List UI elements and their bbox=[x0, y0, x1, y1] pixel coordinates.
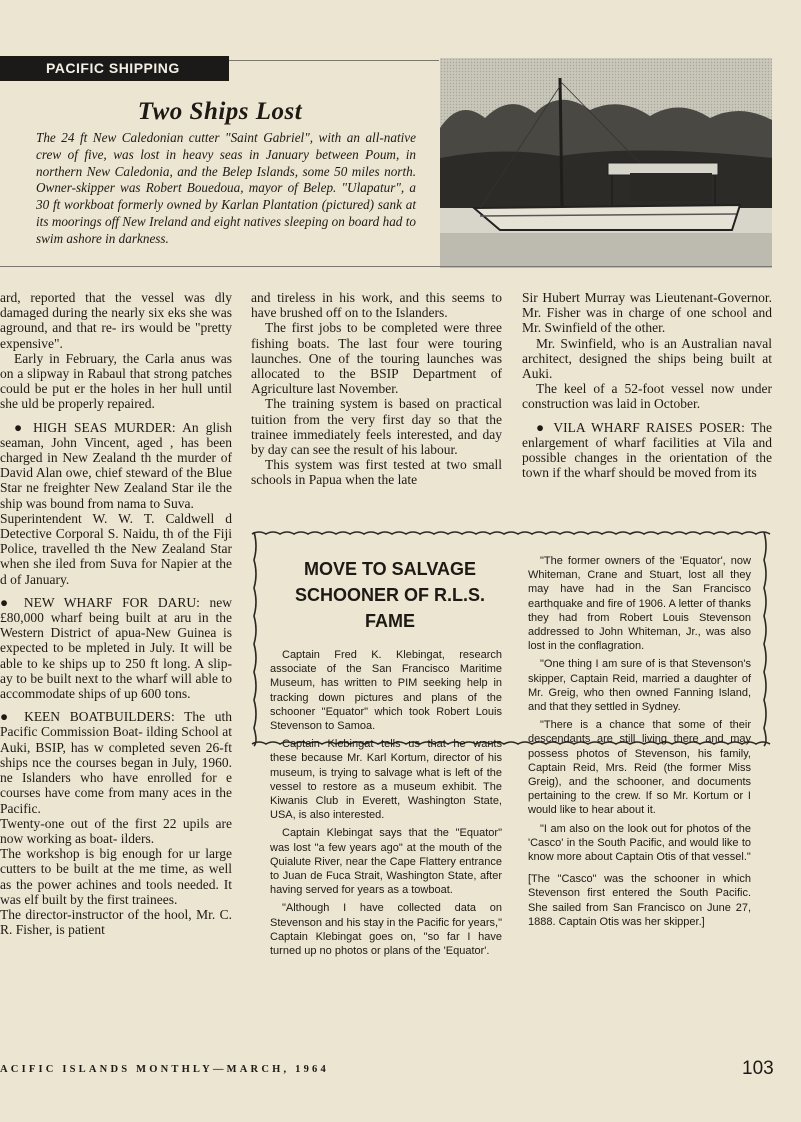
col3-paragraph: ● VILA WHARF RAISES POSER: The enlargement of wharf facilities at Vila and possible changes in the orientation of the town if the wharf should be moved from its bbox=[522, 419, 772, 481]
col3-paragraph: The keel of a 52-foot vessel now under construction was laid in October. bbox=[522, 381, 772, 412]
col1-paragraph: ● KEEN BOATBUILDERS: The uth Pacific Commission Boat- ilding School at Auki, BSIP, has w completed seven 26-ft ships nce the courses began in July, 1960. ne Islanders who have enrolled for e courses have come from many aces in the Pacific. bbox=[0, 709, 232, 816]
header-rule bbox=[229, 60, 439, 61]
col3-paragraph: Mr. Swinfield, who is an Australian naval architect, designed the ships being built at Auki. bbox=[522, 335, 772, 382]
col2-paragraph: The first jobs to be completed were three fishing boats. The last four were touring launches. One of the touring launches was allocated to the BSIP Department of Agriculture last November. bbox=[251, 320, 502, 397]
boat-photo bbox=[440, 58, 772, 268]
col2-paragraph: This system was first tested at two small schools in Papua when the late bbox=[251, 457, 502, 488]
col2-paragraph: The training system is based on practical tuition from the very first day so that the trainee immediately feels interested, and day by day can see the result of his labour. bbox=[251, 396, 502, 458]
boat-photo-image bbox=[440, 58, 772, 268]
box-border-left bbox=[254, 532, 256, 746]
column-1 bbox=[0, 290, 232, 937]
box-paragraph: Captain Klebingat says that the "Equator" was lost "a few years ago" at the mouth of the Quialute River, near the Cape Flattery entrance to Juan de Fuca Strait, Washington State, after having served for years as a towboat. bbox=[270, 827, 502, 897]
intro-rule bbox=[0, 266, 772, 267]
col2-paragraph: and tireless in his work, and this seems to have brushed off on to the Islanders. bbox=[251, 290, 502, 321]
box-border-top bbox=[252, 532, 770, 534]
col1-paragraph: ard, reported that the vessel was dly damaged during the nearly six eks she was aground, and that re- irs would be "pretty expensive". bbox=[0, 290, 232, 351]
box-paragraph: "One thing I am sure of is that Stevenson's skipper, Captain Reid, married a daughter of Mr. Greig, who then owned Fanning Island, and that they settled in Sydney. bbox=[528, 658, 751, 714]
box-paragraph: "I am also on the look out for photos of the 'Casco' in the South Pacific, and would like to know more about Captain Otis of that vessel." bbox=[528, 822, 751, 864]
col1-paragraph: ● HIGH SEAS MURDER: An glish seaman, John Vincent, aged , has been charged in New Zealand th the murder of David Alan owe, chief steward of the Blue Star ne freighter New Zealand Star ile the ship was bound from nama to Suva. bbox=[0, 419, 232, 511]
boxed-article-title: MOVE TO SALVAGE SCHOONER OF R.L.S. FAME bbox=[294, 559, 485, 631]
page-number: 103 bbox=[742, 1058, 774, 1079]
col1-paragraph: Early in February, the Carla anus was on a slipway in Rabaul that strong patches could be put er the holes in her hull until she uld be properly repaired. bbox=[0, 350, 232, 412]
col1-paragraph: ● NEW WHARF FOR DARU: new £80,000 wharf being built at aru in the Western District of apua-New Guinea is expected to be mpleted in July. It will be able to ke ships up to 250 ft long. A slip- ay to be built next to the wharf will able to accommodate ships of up 600 tons. bbox=[0, 594, 232, 702]
box-paragraph: "There is a chance that some of their descendants are still living there and may possess photos of Stevenson, his family, Captain Reid, Mrs. Reid (the former Miss Greig), and the schooner, and documents pertaining to the crew. If so Mr. Kortum or I would like to hear about it. bbox=[528, 719, 751, 817]
box-paragraph: Captain Klebingat tells us that he wants these because Mr. Karl Kortum, director of his museum, is trying to salvage what is left of the vessel to restore as a museum exhibit. The Kiwanis Club in Everett, Washington State, USA, is also interested. bbox=[270, 738, 502, 822]
col1-paragraph: The director-instructor of the hool, Mr. C. R. Fisher, is patient bbox=[0, 906, 232, 938]
col3-paragraph: Sir Hubert Murray was Lieutenant-Governor. Mr. Fisher was in charge of one school and Mr. Swinfield of the other. bbox=[522, 290, 772, 336]
section-label: PACIFIC SHIPPING bbox=[0, 56, 229, 81]
box-border-right bbox=[764, 532, 766, 746]
col1-paragraph: Superintendent W. W. T. Caldwell d Detective Corporal S. Naidu, th of the Fiji Police, travelled th the New Zealand Star when she iled from Suva for Napier at the d of January. bbox=[0, 510, 232, 587]
col1-paragraph: The workshop is big enough for ur large cutters to be built at the me time, as well as the power achines and tools needed. It was elf built by the first trainees. bbox=[0, 846, 232, 907]
box-paragraph: Captain Fred K. Klebingat, research associate of the San Francisco Maritime Museum, has written to PIM seeking help in tracking down pictures and plans of the schooner "Equator" which took Robert Louis Stevenson to Samoa. bbox=[270, 649, 502, 733]
boxed-article-right-column bbox=[528, 554, 751, 933]
box-paragraph: "Although I have collected data on Stevenson and his stay in the Pacific for years," Captain Klebingat goes on, "so far I have turned up no photos or plans of the 'Equator'. bbox=[270, 902, 502, 958]
col1-paragraph: Twenty-one out of the first 22 upils are now working as boat- ilders. bbox=[0, 815, 232, 846]
box-editor-note: [The "Casco" was the schooner in which Stevenson first entered the South Pacific. She sailed from San Francisco on June 27, 1888. Captain Otis was her skipper.] bbox=[528, 873, 751, 928]
column-3 bbox=[522, 290, 772, 480]
box-paragraph: "The former owners of the 'Equator', now Whiteman, Crane and Stuart, lost all they may have had in the San Francisco earthquake and fire of 1906. A letter of thanks they had from Robert Louis Stevenson addressed to John Whiteman, Jr., was also lost in the conflagration. bbox=[528, 555, 751, 653]
column-2 bbox=[251, 290, 502, 488]
standfirst: The 24 ft New Caledonian cutter "Saint Gabriel", with an all-native crew of five, was lost in heavy seas in January between Poum, in northern New Caledonia, and the Belep Islands, some 50 miles north. Owner-skipper was Robert Bouedoua, mayor of Belep. "Ulapatur", a 30 ft workboat formerly owned by Karlan Plantation (pictured) sank at its moorings off New Ireland and eight natives sleeping on board had to swim ashore in darkness. bbox=[36, 130, 416, 246]
boxed-article-left-column bbox=[270, 648, 502, 962]
headline: Two Ships Lost bbox=[137, 98, 303, 125]
running-footer: ACIFIC ISLANDS MONTHLY—MARCH, 1964 bbox=[0, 1064, 329, 1075]
